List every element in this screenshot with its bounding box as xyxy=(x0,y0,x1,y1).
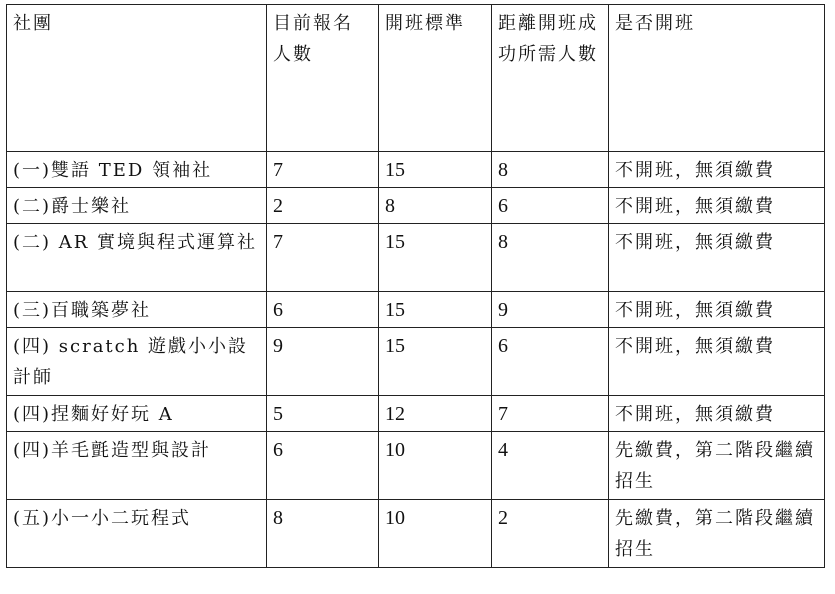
club-name: (四) scratch 遊戲小小設計師 xyxy=(7,328,267,396)
club-name: (五)小一小二玩程式 xyxy=(7,500,267,568)
header-standard: 開班標準 xyxy=(379,5,492,152)
table-row xyxy=(7,500,825,568)
enrolled-count: 7 xyxy=(267,224,379,292)
enrolled-count: 7 xyxy=(267,152,379,188)
needed-count: 6 xyxy=(492,188,609,224)
opening-status: 不開班，無須繳費 xyxy=(609,152,825,188)
opening-status: 不開班，無須繳費 xyxy=(609,328,825,396)
club-name: (四)捏麵好好玩 A xyxy=(7,396,267,432)
opening-status: 先繳費，第二階段繼續招生 xyxy=(609,432,825,500)
needed-count: 4 xyxy=(492,432,609,500)
needed-count: 8 xyxy=(492,224,609,292)
opening-standard: 10 xyxy=(379,432,492,500)
header-enrolled: 目前報名人數 xyxy=(267,5,379,152)
header-status: 是否開班 xyxy=(609,5,825,152)
table-row xyxy=(7,188,825,224)
club-name: (四)羊毛氈造型與設計 xyxy=(7,432,267,500)
opening-standard: 8 xyxy=(379,188,492,224)
header-club: 社團 xyxy=(7,5,267,152)
enrolled-count: 5 xyxy=(267,396,379,432)
enrolled-count: 8 xyxy=(267,500,379,568)
opening-standard: 15 xyxy=(379,292,492,328)
opening-status: 不開班，無須繳費 xyxy=(609,224,825,292)
table-row xyxy=(7,328,825,396)
table-row xyxy=(7,396,825,432)
needed-count: 6 xyxy=(492,328,609,396)
opening-standard: 10 xyxy=(379,500,492,568)
needed-count: 9 xyxy=(492,292,609,328)
table-row xyxy=(7,224,825,292)
opening-standard: 15 xyxy=(379,328,492,396)
club-enrollment-table xyxy=(6,4,825,568)
opening-standard: 12 xyxy=(379,396,492,432)
opening-status: 先繳費，第二階段繼續招生 xyxy=(609,500,825,568)
club-name: (二)爵士樂社 xyxy=(7,188,267,224)
table-row xyxy=(7,152,825,188)
opening-standard: 15 xyxy=(379,152,492,188)
opening-status: 不開班，無須繳費 xyxy=(609,188,825,224)
opening-status: 不開班，無須繳費 xyxy=(609,396,825,432)
table-row xyxy=(7,432,825,500)
enrolled-count: 6 xyxy=(267,292,379,328)
club-name: (一)雙語 TED 領袖社 xyxy=(7,152,267,188)
table-row xyxy=(7,292,825,328)
needed-count: 2 xyxy=(492,500,609,568)
opening-standard: 15 xyxy=(379,224,492,292)
club-name: (二) AR 實境與程式運算社 xyxy=(7,224,267,292)
needed-count: 7 xyxy=(492,396,609,432)
club-name: (三)百職築夢社 xyxy=(7,292,267,328)
enrolled-count: 2 xyxy=(267,188,379,224)
table-header-row xyxy=(7,5,825,152)
enrolled-count: 9 xyxy=(267,328,379,396)
opening-status: 不開班，無須繳費 xyxy=(609,292,825,328)
enrolled-count: 6 xyxy=(267,432,379,500)
needed-count: 8 xyxy=(492,152,609,188)
header-needed: 距離開班成功所需人數 xyxy=(492,5,609,152)
